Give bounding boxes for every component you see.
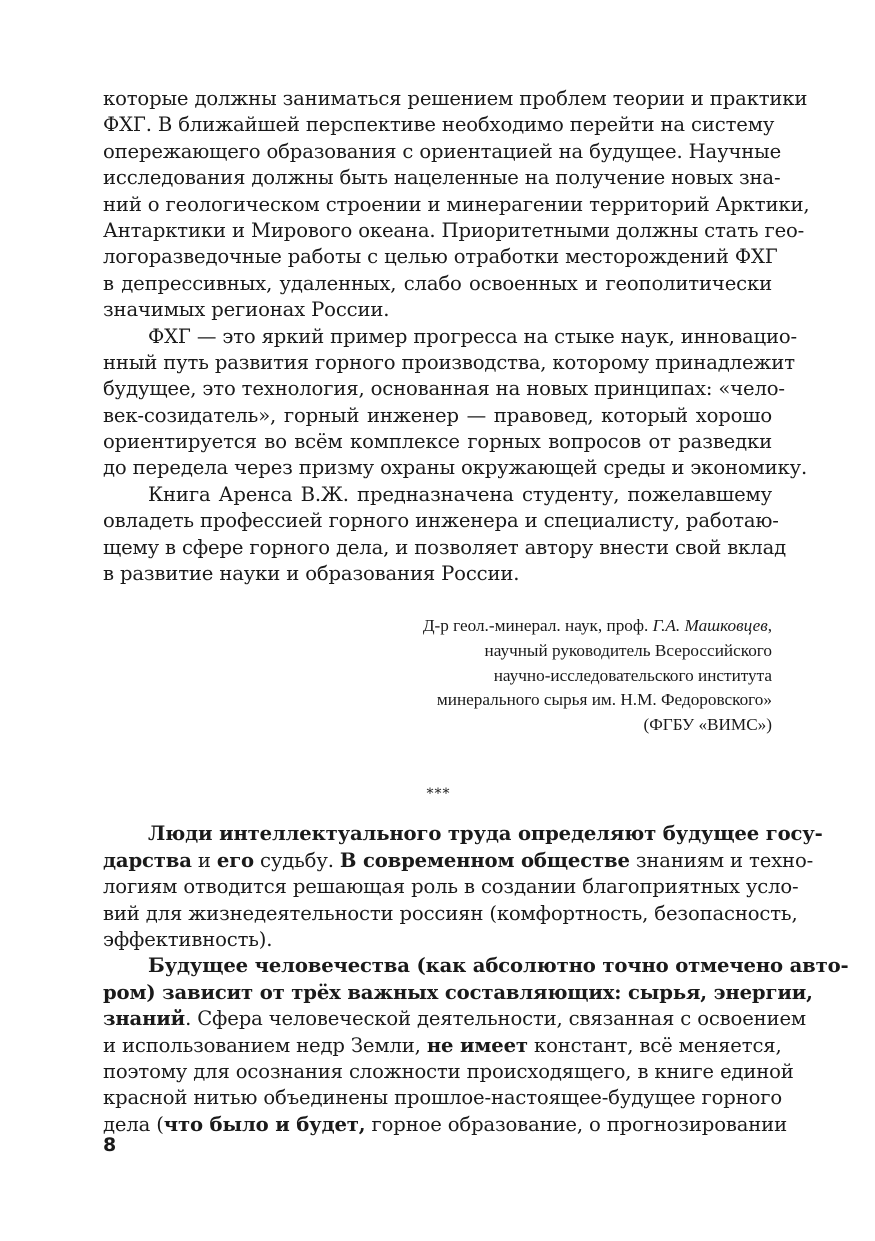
text-line: Антарктики и Мирового океана. Приоритетными должны стать гео- <box>103 218 805 242</box>
text-line: исследования должны быть нацеленные на получение новых зна- <box>103 166 781 190</box>
text-line <box>103 1006 806 1032</box>
text-line: опережающего образования с ориентацией на будущее. Научные <box>103 139 782 163</box>
signature-line: минерального сырья им. Н.М. Федоровского» <box>436 690 772 710</box>
paragraph-3 <box>103 482 787 588</box>
plain-text: горное образование, о прогнозировании <box>365 1112 787 1136</box>
text-line: в депрессивных, удаленных, слабо освоенных и геополитически <box>103 271 772 295</box>
signature-comma: , <box>767 616 772 636</box>
paragraph-2 <box>103 324 808 482</box>
bold-text: знаний <box>103 1007 186 1031</box>
signature-line: научно-исследовательского института <box>493 665 772 685</box>
plain-text: и <box>191 848 217 872</box>
text-line <box>103 980 813 1006</box>
plain-text: и использованием недр Земли, <box>103 1033 427 1057</box>
page-number: 8 <box>103 1134 117 1156</box>
text-line: овладеть профессией горного инженера и специалисту, работаю- <box>103 509 779 533</box>
text-line: будущее, это технология, основанная на новых принципах: «чело- <box>103 377 785 401</box>
text-line: логоразведочные работы с целью отработки месторождений ФХГ <box>103 245 778 269</box>
bold-text: что было и будет, <box>163 1112 366 1136</box>
signature-name: Г.А. Машковцев <box>652 616 768 636</box>
signature-line <box>103 614 772 639</box>
text-line: в развитие науки и образования России. <box>103 562 520 586</box>
text-line: красной нитью объединены прошлое-настоящее-будущее горного <box>103 1086 783 1110</box>
plain-text: дела ( <box>103 1112 164 1136</box>
text-line: ориентируется во всём комплексе горных вопросов от разведки <box>103 430 772 454</box>
paragraph-1 <box>103 86 810 324</box>
text-line: до передела через призму охраны окружающей среды и экономику. <box>103 456 808 480</box>
section-separator: *** <box>426 786 451 803</box>
text-line: щему в сфере горного дела, и позволяет автору внести свой вклад <box>103 535 787 559</box>
text-line: эффективность). <box>103 927 273 951</box>
text-line: ний о геологическом строении и минерагении территорий Арктики, <box>103 192 810 216</box>
paragraph-4 <box>103 821 823 953</box>
text-line: вий для жизнедеятельности россиян (комфортность, безопасность, <box>103 901 798 925</box>
bold-text: ром) зависит от трёх важных составляющих: сырья, энергии, <box>103 980 813 1004</box>
text-line: ФХГ. В ближайшей перспективе необходимо перейти на систему <box>103 113 775 137</box>
signature-title: Д-р геол.-минерал. наук, проф. <box>422 616 653 636</box>
bold-text: В современном обществе <box>339 848 630 872</box>
text-line: которые должны заниматься решением проблем теории и практики <box>103 87 808 110</box>
text-line <box>103 1112 787 1138</box>
text-line <box>103 1033 782 1059</box>
text-line <box>103 848 814 874</box>
signature-block <box>103 614 772 737</box>
text-line: нный путь развития горного производства, которому принадлежит <box>103 350 795 374</box>
bold-text: Люди интеллектуального труда определяют будущее госу- <box>148 822 823 846</box>
signature-line: научный руководитель Всероссийского <box>484 641 772 661</box>
text-line: век-созидатель», горный инженер — правовед, который хорошо <box>103 403 772 427</box>
page-body <box>103 86 849 1138</box>
text-line: ФХГ — это яркий пример прогресса на стыке наук, инновацио- <box>148 324 797 348</box>
plain-text: . Сфера человеческой деятельности, связанная с освоением <box>185 1007 806 1031</box>
text-line: значимых регионах России. <box>103 298 390 322</box>
text-line <box>103 821 823 847</box>
plain-text: констант, всё меняется, <box>527 1033 782 1057</box>
text-line: Книга Аренса В.Ж. предназначена студенту, пожелавшему <box>148 482 772 506</box>
bold-text: его <box>216 848 254 872</box>
bold-text: Будущее человечества (как абсолютно точно отмечено авто- <box>148 954 849 978</box>
paragraph-5 <box>103 953 849 1138</box>
text-line <box>103 953 849 979</box>
text-line: поэтому для осознания сложности происходящего, в книге единой <box>103 1059 794 1083</box>
plain-text: судьбу. <box>253 848 340 872</box>
bold-text: не имеет <box>426 1033 528 1057</box>
bold-text: дарства <box>103 848 192 872</box>
signature-line: (ФГБУ «ВИМС») <box>643 714 772 734</box>
text-line: логиям отводится решающая роль в создании благоприятных усло- <box>103 875 799 899</box>
plain-text: знаниям и техно- <box>629 848 814 872</box>
